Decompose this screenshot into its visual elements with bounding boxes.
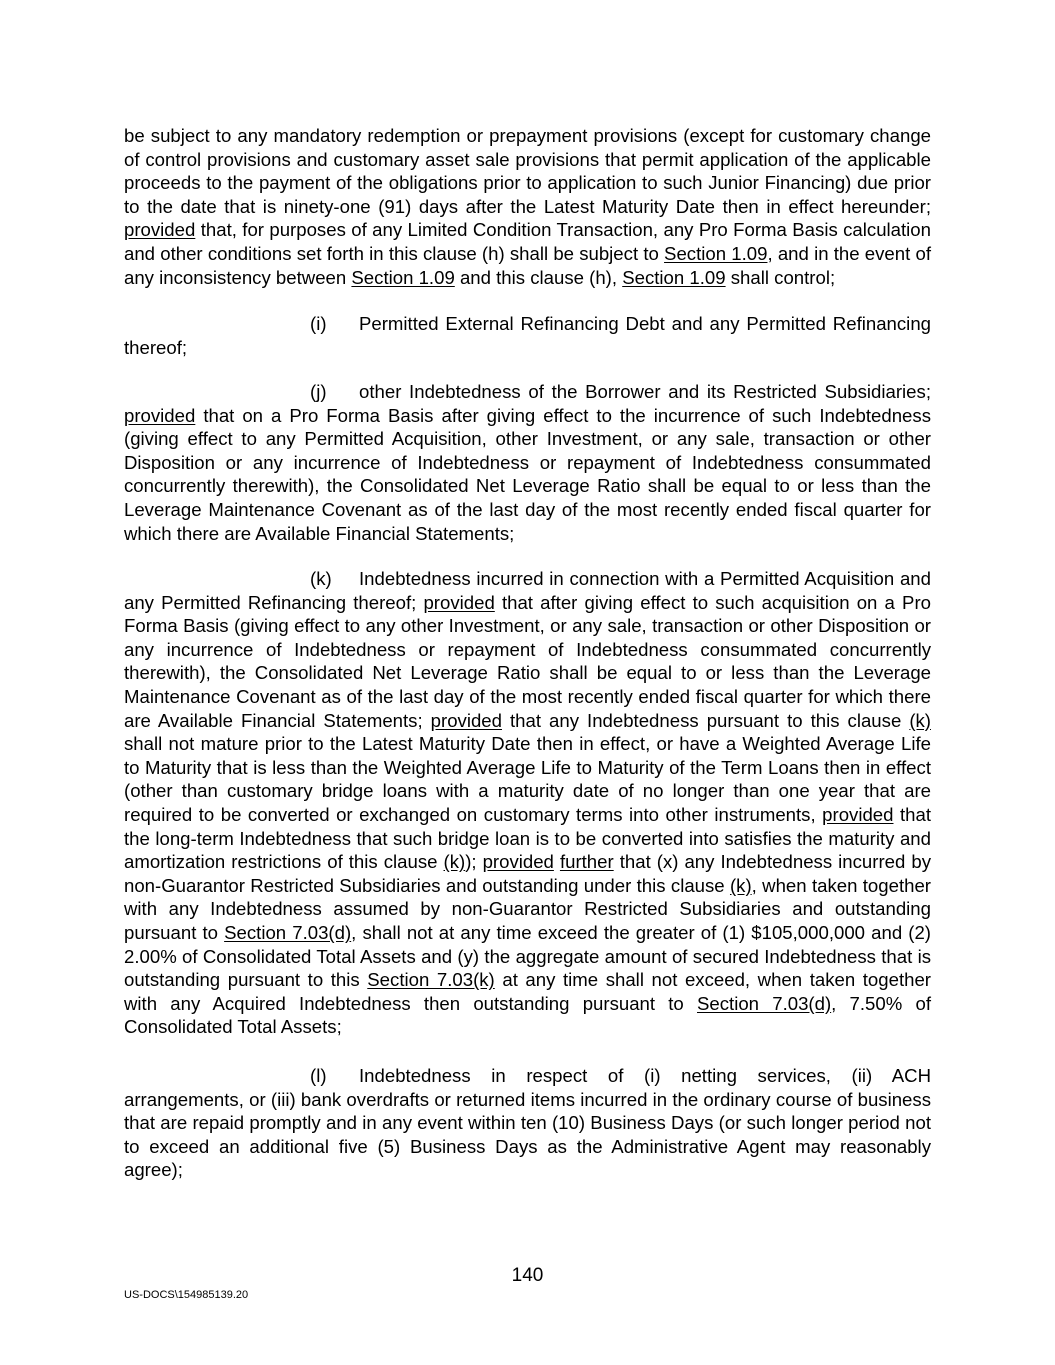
section-reference: Section 7.03(k) (367, 969, 495, 991)
provided-term: provided (822, 803, 894, 825)
text-run: at any time shall not exceed, when taken together with any Acquired Indebtedness then outstanding pursuant to (124, 969, 931, 1014)
text-run: , and in the event of any inconsistency between (124, 242, 931, 288)
provided-term: provided (124, 404, 196, 426)
document-id: US-DOCS\154985139.20 (124, 1289, 249, 1301)
clause-marker: (l) (310, 1065, 327, 1086)
clause-reference: (k) (729, 874, 752, 896)
text-run: Indebtedness in respect of (i) netting services, (ii) ACH arrangements, or (iii) bank overdrafts or returned items incurred in the ordinary course of business that are repaid promptly and in any event within ten (10) Business Days (or such longer period not to exceed an additional five (5) Business Days as the Administrative Agent may reasonably agree); (124, 1065, 931, 1181)
provided-term: provided (430, 709, 502, 731)
section-reference: Section 7.03(d) (224, 921, 352, 943)
section-reference: Section 7.03(d) (697, 992, 832, 1014)
provided-term: provided (124, 219, 196, 241)
text-run: shall control; (725, 266, 836, 288)
text-run: and this clause (h), (454, 266, 623, 288)
text-run: be subject to any mandatory redemption or prepayment provisions (except for customary change of control provisions and customary asset sale provisions that permit application of the applicable proceeds to the payment of the obligations prior to application to such Junior Financing) due prior to the date that is ninety-one (91) days after the Latest Maturity Date then in effect hereunder; (124, 125, 931, 217)
text-run: Permitted External Refinancing Debt and any Permitted Refinancing thereof; (124, 313, 931, 358)
section-reference: Section 1.09 (664, 242, 768, 264)
text-run: other Indebtedness of the Borrower and its Restricted Subsidiaries; (359, 381, 931, 402)
text-run: , 7.50% of Consolidated Total Assets; (124, 992, 931, 1038)
text-run: ); (465, 851, 483, 873)
text-run: that after giving effect to such acquisition on a Pro Forma Basis (giving effect to any other Investment, or any sale, transaction or other Disposition or any incurrence of Indebtedness or repayment of Indebtedness consummated concurrently therewith), the Consolidated Net Leverage Ratio shall be equal to or less than the Leverage Maintenance Covenant as of the last day of the most recently ended fiscal quarter for which there are Available Financial Statements; (124, 591, 931, 731)
text-run: that (x) any Indebtedness incurred by non-Guarantor Restricted Subsidiaries and outstanding under this clause (124, 851, 931, 896)
page-number: 140 (511, 1265, 544, 1286)
further-term: further (559, 851, 614, 873)
text-run: that the long-term Indebtedness that such bridge loan is to be converted into satisfies the maturity and amortization restrictions of this clause (124, 803, 931, 873)
section-reference: Section 1.09 (622, 266, 726, 288)
clause-i (124, 312, 931, 359)
clause-j (124, 380, 931, 545)
text-run: that on a Pro Forma Basis after giving effect to the incurrence of such Indebtedness (giving effect to any Permitted Acquisition, other Investment, or any sale, transaction or other Disposition or any incurrence of Indebtedness or repayment of Indebtedness consummated concurrently therewith), the Consolidated Net Leverage Ratio shall be equal to or less than the Leverage Maintenance Covenant as of the last day of the most recently ended fiscal quarter for which there are Available Financial Statements; (124, 404, 931, 544)
clause-marker: (i) (310, 313, 327, 334)
provided-term: provided (423, 591, 495, 613)
clause-l (124, 1064, 931, 1182)
section-reference: Section 1.09 (351, 266, 455, 288)
clause-h-continuation (124, 124, 931, 289)
clause-marker: (k) (310, 568, 332, 589)
text-run: Indebtedness incurred in connection with a Permitted Acquisition and any Permitted Refinancing thereof; (124, 568, 931, 613)
clause-reference: (k) (443, 851, 466, 873)
clause-reference: (k) (909, 709, 931, 731)
text-run: , shall not at any time exceed the greater of (1) $105,000,000 and (2) 2.00% of Consolidated Total Assets and (y) the aggregate amount of secured Indebtedness that is outstanding pursuant to this (124, 921, 932, 991)
clause-k (124, 567, 931, 1039)
provided-term: provided (482, 851, 554, 873)
text-run: that, for purposes of any Limited Condition Transaction, any Pro Forma Basis calculation and other conditions set forth in this clause (h) shall be subject to (124, 219, 931, 264)
text-run: shall not mature prior to the Latest Maturity Date then in effect, or have a Weighted Average Life to Maturity that is less than the Weighted Average Life to Maturity of the Term Loans then in effect (other than customary bridge loans with a maturity date of no longer than one year that are required to be converted or exchanged on customary terms into other instruments, (124, 733, 931, 825)
clause-marker: (j) (310, 381, 327, 402)
text-run: , when taken together with any Indebtedness assumed by non-Guarantor Restricted Subsidiaries and outstanding pursuant to (124, 874, 931, 943)
text-run: that any Indebtedness pursuant to this clause (501, 709, 910, 731)
